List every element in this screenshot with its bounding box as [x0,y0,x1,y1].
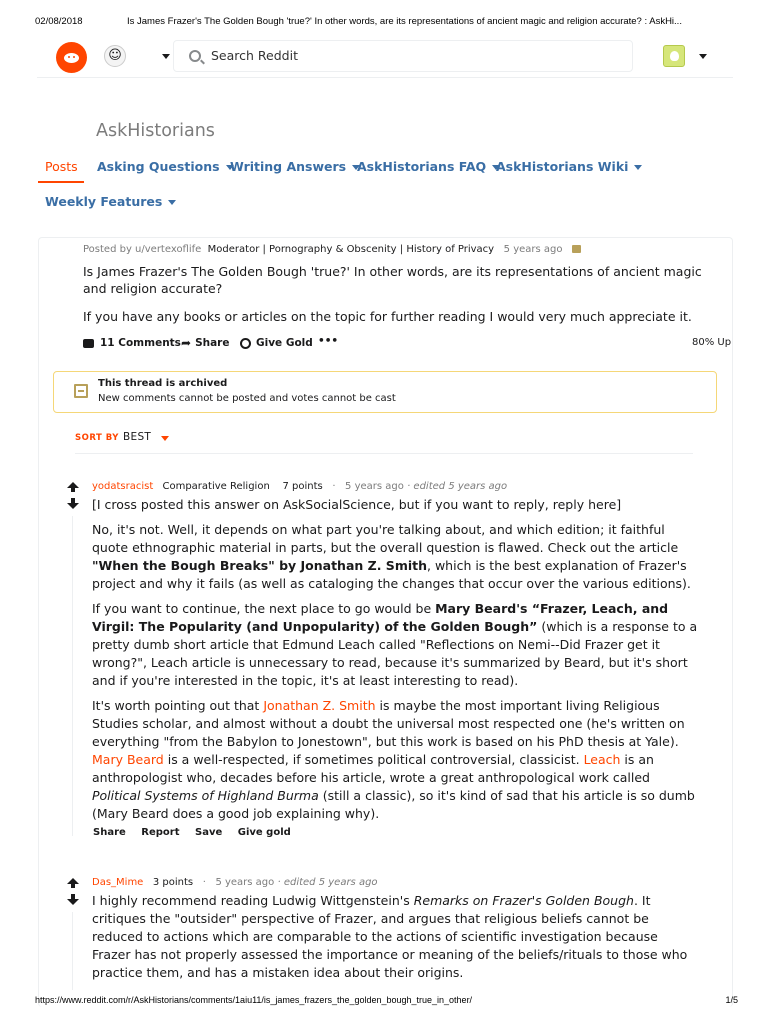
tab-writing-answers[interactable] [230,159,360,174]
text: . It critiques the "outsider" perspective of Frazer, and argues that religious beliefs cannot be reduced to actions which are comparable to the actions of scientific investigation because Frazer has not properly assessed the importance or meaning of the beliefs/rituals to those who practice them, and has a mistaken idea about their origins. [92,893,688,980]
link-jonathan-z-smith[interactable]: Jonathan Z. Smith [263,698,376,713]
archive-box-icon [74,384,88,398]
comment-edited: · edited 5 years ago [407,481,508,492]
comment-body [92,496,698,830]
reddit-logo-icon[interactable] [56,42,87,73]
text: is maybe the most important living Religious Studies scholar, and almost without a doubt the universal most respected one (he's written on everything "from the Babylon to Jonestown", but this work is based on his PhD thesis at Yale). [92,698,685,749]
italic-text: Remarks on Frazer's Golden Bough [413,893,634,908]
text: is a well-respected, if sometimes political controversial, classicist. [163,752,584,767]
thread-line[interactable] [72,516,73,836]
comment-give-gold-button[interactable]: Give gold [237,827,291,838]
post-title[interactable]: Is James Frazer's The Golden Bough 'true?' In other words, are its representations of ancient magic and religion accurate? [83,264,702,296]
post-meta [83,244,581,255]
tab-weekly-features[interactable] [45,194,176,209]
comment-paragraph [92,521,698,593]
gold-icon [240,338,251,349]
tab-label: Writing Answers [230,159,347,174]
text: No, it's not. Well, it depends on what part you're talking about, and which edition; it faithful quote ethnographic material in parts, but the overall question is flawed. Check out the article [92,522,679,555]
sort-label: SORT BY [75,433,119,443]
separator: · [202,877,206,888]
comment-age[interactable]: 5 years ago [215,877,275,888]
comment-flair: Comparative Religion [162,481,270,492]
tab-posts[interactable]: Posts [45,159,78,174]
comment-meta [92,877,378,888]
text: It's worth pointing out that [92,698,264,713]
more-options-button[interactable]: ••• [318,335,339,347]
print-page-number: 1/5 [725,995,738,1005]
downvote-icon[interactable] [67,899,79,905]
tab-askhistorians-wiki[interactable] [496,159,642,174]
archive-icon [572,245,581,253]
text: I highly recommend reading Ludwig Wittgenstein's [92,893,414,908]
text: If you want to continue, the next place to go would be [92,601,436,616]
comment-paragraph [92,697,698,823]
divider [75,453,693,454]
tab-label: Weekly Features [45,194,163,209]
bold-text: Mary Beard's “Frazer, Leach, and Virgil: The Popularity (and Unpopularity) of the Golden Bough” [92,601,669,634]
subreddit-name[interactable]: AskHistorians [96,121,215,141]
comment-paragraph [92,892,698,982]
downvote-icon[interactable] [67,503,79,509]
bold-text: "When the Bough Breaks" by Jonathan Z. Smith [92,558,427,573]
comments-button[interactable] [83,337,181,349]
comment-edited: · edited 5 years ago [277,877,378,888]
comment-author[interactable]: yodatsracist [92,481,154,492]
print-url: https://www.reddit.com/r/AskHistorians/comments/1aiu11/is_james_frazers_the_golden_bough_true_in_other/ [35,995,473,1005]
give-gold-button[interactable] [240,337,313,349]
archived-subtitle: New comments cannot be posted and votes cannot be cast [98,393,396,404]
chevron-down-icon[interactable] [162,54,170,59]
tab-label: Asking Questions [97,159,220,174]
print-title: Is James Frazer's The Golden Bough 'true?' In other words, are its representations of ancient magic and religion accurate? : AskHi... [127,16,682,27]
comment-share-button[interactable]: Share [93,827,126,838]
archived-notice [53,371,717,413]
search-icon [189,50,201,62]
text: , which is the best explanation of Frazer's project and why it fails (as well as cataloging the changes that occur over the various editions). [92,558,691,591]
comment-report-button[interactable]: Report [141,827,180,838]
comment-paragraph: [I cross posted this answer on AskSocialScience, but if you want to reply, reply here] [92,497,622,512]
give-gold-label: Give Gold [256,337,313,349]
upvote-icon[interactable] [67,878,79,884]
comment-points: 7 points [282,481,323,492]
share-label: Share [195,337,230,349]
share-button[interactable] [181,336,230,350]
tab-asking-questions[interactable] [97,159,234,174]
post-body: If you have any books or articles on the topic for further reading I would very much appreciate it. [83,309,692,324]
archived-title: This thread is archived [98,378,228,389]
posted-by[interactable]: Posted by u/vertexoflife [83,244,202,255]
search-input[interactable] [211,48,611,63]
user-avatar[interactable] [663,45,685,67]
comment-meta [92,481,507,492]
active-tab-indicator [38,181,84,183]
chevron-down-icon[interactable] [161,436,169,441]
user-menu-chevron-icon[interactable] [699,54,707,59]
comments-label: 11 Comments [100,337,181,349]
comment-save-button[interactable]: Save [195,827,223,838]
search-box[interactable] [173,40,633,72]
italic-text: Political Systems of Highland Burma [92,788,319,803]
comment-actions [93,827,303,838]
text: is an anthropologist who, decades before his article, wrote a great anthropological work called [92,752,654,785]
print-date: 02/08/2018 [35,16,83,27]
comment-author[interactable]: Das_Mime [92,877,144,888]
top-bar [37,38,733,78]
comment-icon [83,339,94,348]
thread-line[interactable] [72,912,73,990]
subreddit-icon[interactable]: ☺ [104,45,126,67]
comment-age[interactable]: 5 years ago [345,481,404,492]
sort-dropdown[interactable]: BEST [123,431,152,443]
text: (still a classic), so it's kind of sad that his article is so dumb (Mary Beard does a good job explaining why). [92,788,695,821]
chevron-down-icon [168,200,176,205]
share-icon: ➦ [181,336,192,350]
post-age[interactable]: 5 years ago [503,244,563,255]
tab-askhistorians-faq[interactable] [357,159,500,174]
upvote-ratio: 80% Up [692,337,732,348]
separator: · [332,481,336,492]
link-mary-beard[interactable]: Mary Beard [92,752,164,767]
chevron-down-icon [634,165,642,170]
upvote-icon[interactable] [67,482,79,488]
comment-body [92,892,698,989]
comment-paragraph [92,600,698,690]
tab-label: AskHistorians FAQ [357,159,487,174]
comment-points: 3 points [152,877,194,888]
author-flair: Moderator | Pornography & Obscenity | History of Privacy [207,244,495,255]
text: (which is a response to a pretty dumb short article that Edmund Leach called "Reflections on Nemi--Did Frazer get it wrong?", Leach article is unnecessary to read, because it's summarized by Beard, but it's short and if you're interested in the topic, it's at least interesting to read). [92,619,698,688]
tab-label: AskHistorians Wiki [496,159,629,174]
link-leach[interactable]: Leach [583,752,621,767]
